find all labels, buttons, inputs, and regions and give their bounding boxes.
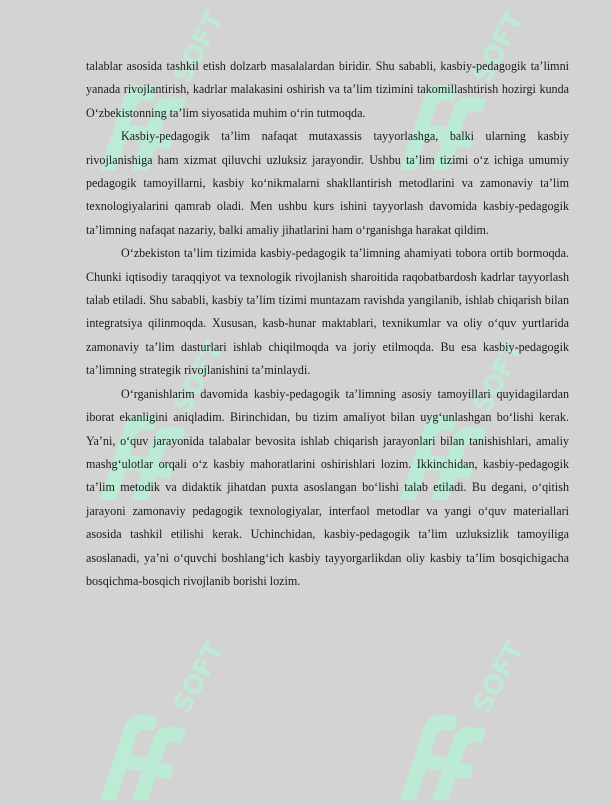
svg-text:SOFT: SOFT [167, 6, 231, 89]
svg-text:SOFT: SOFT [167, 336, 231, 419]
svg-text:SOFT: SOFT [467, 336, 531, 419]
sf-logo-icon [370, 636, 531, 805]
body-text [86, 55, 569, 593]
svg-text:SOFT: SOFT [467, 6, 531, 89]
svg-text:SOFT: SOFT [167, 636, 231, 719]
paragraph-1: talablar asosida tashkil etish dolzarb masalalardan biridir. Shu sababli, kasbiy-pedagogik ta’limni yanada rivojlantirish, kadrlar malakasini oshirish va ta’lim tizimini takomillashtirish hozirgi kunda O‘zbekistonning ta’lim siyosatida muhim o‘rin tutmoqda. [86, 59, 569, 120]
paragraph-3: O‘zbekiston ta’lim tizimida kasbiy-pedagogik ta’limning ahamiyati tobora ortib bormoqda. Chunki iqtisodiy taraqqiyot va texnologik rivojlanish sharoitida raqobatbardosh kadrlar tayyorlash talab etiladi. Shu sababli, kasbiy ta’lim tizimi muntazam ravishda yangilanib, ishlab chiqarish bilan integratsiya qilinmoqda. Xususan, kasb-hunar maktablari, texnikumlar va oliy o‘quv yurtlarida zamonaviy ta’lim dasturlari ishlab chiqilmoqda va joriy etilmoqda. Bu esa kasbiy-pedagogik ta’limning strategik rivojlanishini ta’minlaydi. [86, 246, 569, 378]
sf-logo-icon [70, 636, 231, 805]
svg-text:SOFT: SOFT [467, 636, 531, 719]
paragraph-4: O‘rganishlarim davomida kasbiy-pedagogik ta’limning asosiy tamoyillari quyidagilardan iborat ekanligini aniqladim. Birinchidan, bu tizim amaliyot bilan uyg‘unlashgan bo‘lishi kerak. Ya’ni, o‘quv jarayonida talabalar bevosita ishlab chiqarish jarayonlari bilan tanishishlari, amaliy mashg‘ulotlar orqali o‘z kasbiy mahoratlarini oshirishlari lozim. Ikkinchidan, kasbiy-pedagogik ta’lim metodik va didaktik jihatdan puxta asoslangan bo‘lishi talab etiladi. Bu degani, o‘qitish jarayoni zamonaviy pedagogik texnologiyalar, interfaol metodlar va yangi o‘quv materiallari asosida tashkil etilishi kerak. Uchinchidan, kasbiy-pedagogik ta’lim uzluksizlik tamoyiliga asoslanadi, ya’ni o‘quvchi boshlang‘ich kasbiy tayyorgarlikdan oliy kasbiy ta’lim bosqichigacha bosqichma-bosqich rivojlanib borishi lozim. [86, 386, 569, 588]
paragraph-2: Kasbiy-pedagogik ta’lim nafaqat mutaxassis tayyorlashga, balki ularning kasbiy rivojlanishiga ham xizmat qiluvchi uzluksiz jarayondir. Ushbu ta’lim tizimi o‘z ichiga umumiy pedagogik tamoyillarni, kasbiy ko‘nikmalarni shakllantirish metodlarini va zamonaviy ta’lim texnologiyalarini qamrab oladi. Men ushbu kurs ishini tayyorlash davomida kasbiy-pedagogik ta’limning nafaqat nazariy, balki amaliy jihatlarini ham o‘rganishga harakat qildim. [86, 129, 569, 237]
